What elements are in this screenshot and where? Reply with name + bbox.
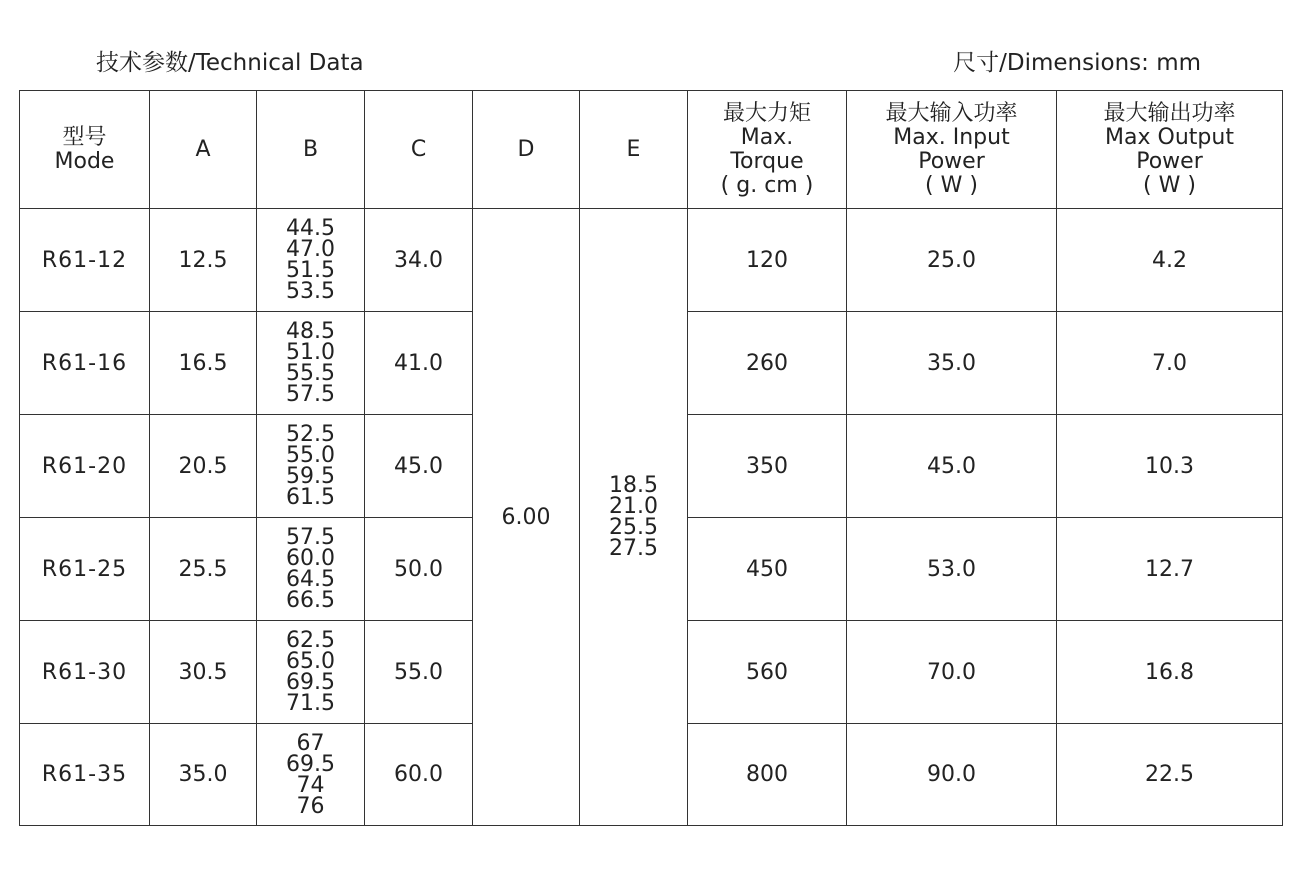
- cell-b-value: 61.5: [286, 485, 335, 510]
- cell-a: 35.0: [150, 724, 257, 826]
- cell-b-value: 69.5: [286, 670, 335, 695]
- cell-output-power: 10.3: [1057, 415, 1283, 518]
- cell-mode: R61-16: [20, 312, 150, 415]
- table-header-row: [20, 91, 1283, 209]
- cell-b-value: 60.0: [286, 546, 335, 571]
- cell-b: [257, 312, 365, 415]
- cell-input-power: 70.0: [847, 621, 1057, 724]
- cell-mode: R61-12: [20, 209, 150, 312]
- cell-b-value: 62.5: [286, 628, 335, 653]
- cell-d-shared: 6.00: [473, 209, 580, 826]
- cell-torque: 120: [688, 209, 847, 312]
- header-a: A: [150, 91, 257, 209]
- cell-input-power: 90.0: [847, 724, 1057, 826]
- cell-b-value: 47.0: [286, 237, 335, 262]
- technical-data-title: 技术参数/Technical Data: [96, 50, 364, 76]
- cell-b-value: 59.5: [286, 464, 335, 489]
- cell-e-value: 21.0: [609, 494, 658, 519]
- cell-b: [257, 518, 365, 621]
- cell-b-value: 65.0: [286, 649, 335, 674]
- cell-b: [257, 209, 365, 312]
- cell-c: 60.0: [365, 724, 473, 826]
- header-b: B: [257, 91, 365, 209]
- cell-c: 41.0: [365, 312, 473, 415]
- cell-b-value: 64.5: [286, 567, 335, 592]
- cell-b-value: 67: [296, 730, 325, 756]
- cell-mode: R61-25: [20, 518, 150, 621]
- cell-c: 45.0: [365, 415, 473, 518]
- technical-data-table: [19, 90, 1283, 826]
- cell-mode: R61-30: [20, 621, 150, 724]
- cell-input-power: 45.0: [847, 415, 1057, 518]
- header-output-power-en2: Power: [1136, 148, 1203, 174]
- cell-b-value: 71.5: [286, 691, 335, 716]
- header-torque-en2: Torque: [730, 148, 804, 174]
- header-mode-cn: 型号: [62, 124, 107, 150]
- header-output-power: [1057, 91, 1283, 209]
- cell-input-power: 53.0: [847, 518, 1057, 621]
- header-output-power-en1: Max Output: [1105, 124, 1234, 150]
- cell-b-value: 76: [296, 793, 325, 819]
- header-c: C: [365, 91, 473, 209]
- cell-torque: 350: [688, 415, 847, 518]
- cell-b-value: 57.5: [286, 382, 335, 407]
- dimensions-unit-label: 尺寸/Dimensions: mm: [953, 50, 1201, 76]
- cell-b-value: 74: [296, 772, 325, 798]
- cell-e-shared: [580, 209, 688, 826]
- cell-a: 12.5: [150, 209, 257, 312]
- header-e: E: [580, 91, 688, 209]
- header-input-power-unit: ( W ): [925, 172, 978, 198]
- cell-b: [257, 621, 365, 724]
- header-torque-unit: ( g. cm ): [720, 172, 814, 198]
- cell-b-value: 69.5: [286, 751, 335, 777]
- cell-e-value: 27.5: [609, 536, 658, 561]
- header-torque-en1: Max.: [740, 124, 794, 150]
- header-torque-cn: 最大力矩: [722, 100, 811, 126]
- cell-a: 30.5: [150, 621, 257, 724]
- cell-input-power: 25.0: [847, 209, 1057, 312]
- header-output-power-unit: ( W ): [1143, 172, 1196, 198]
- cell-torque: 560: [688, 621, 847, 724]
- table-row: [20, 209, 1283, 312]
- cell-b-value: 55.0: [286, 443, 335, 468]
- header-torque: [688, 91, 847, 209]
- cell-c: 50.0: [365, 518, 473, 621]
- cell-b-value: 51.5: [286, 258, 335, 283]
- cell-a: 25.5: [150, 518, 257, 621]
- cell-e-value: 18.5: [609, 473, 658, 498]
- cell-b: [257, 415, 365, 518]
- cell-b-value: 52.5: [286, 422, 335, 447]
- cell-c: 55.0: [365, 621, 473, 724]
- cell-output-power: 12.7: [1057, 518, 1283, 621]
- cell-mode: R61-35: [20, 724, 150, 826]
- cell-b-value: 51.0: [286, 340, 335, 365]
- cell-output-power: 7.0: [1057, 312, 1283, 415]
- cell-e-value: 25.5: [609, 515, 658, 540]
- cell-a: 16.5: [150, 312, 257, 415]
- header-input-power: [847, 91, 1057, 209]
- cell-torque: 260: [688, 312, 847, 415]
- header-input-power-en2: Power: [918, 148, 985, 174]
- cell-b: [257, 724, 365, 826]
- header-input-power-en1: Max. Input: [893, 124, 1010, 150]
- cell-output-power: 4.2: [1057, 209, 1283, 312]
- cell-input-power: 35.0: [847, 312, 1057, 415]
- cell-b-value: 57.5: [286, 525, 335, 550]
- cell-mode: R61-20: [20, 415, 150, 518]
- cell-torque: 450: [688, 518, 847, 621]
- cell-output-power: 16.8: [1057, 621, 1283, 724]
- header-input-power-cn: 最大输入功率: [885, 100, 1018, 126]
- cell-b-value: 48.5: [286, 319, 335, 344]
- cell-a: 20.5: [150, 415, 257, 518]
- header-d: D: [473, 91, 580, 209]
- cell-b-value: 66.5: [286, 588, 335, 613]
- cell-b-value: 55.5: [286, 361, 335, 386]
- cell-b-value: 53.5: [286, 279, 335, 304]
- cell-torque: 800: [688, 724, 847, 826]
- header-mode: [20, 91, 150, 209]
- cell-output-power: 22.5: [1057, 724, 1283, 826]
- cell-b-value: 44.5: [286, 216, 335, 241]
- header-output-power-cn: 最大输出功率: [1103, 100, 1236, 126]
- cell-c: 34.0: [365, 209, 473, 312]
- header-mode-en: Mode: [54, 148, 115, 174]
